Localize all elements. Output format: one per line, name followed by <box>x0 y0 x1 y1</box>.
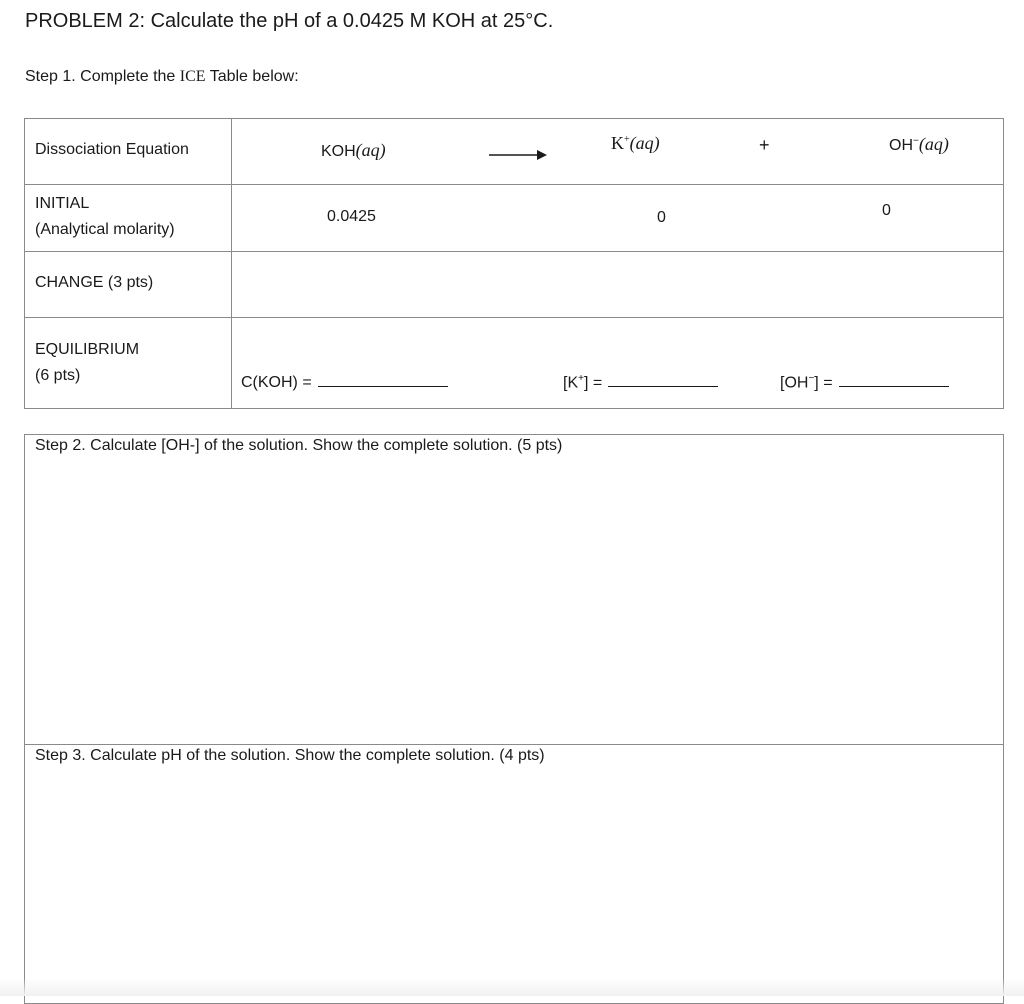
step1-prefix: Step 1. Complete the <box>25 68 180 85</box>
ice-table <box>24 118 1004 409</box>
k-label-charge: + <box>578 373 584 384</box>
equilibrium-label-line1: EQUILIBRIUM <box>35 341 140 358</box>
step1-suffix: Table below: <box>205 68 299 85</box>
initial-koh-value: 0.0425 <box>327 208 376 225</box>
initial-k-value: 0 <box>657 209 666 226</box>
reactant-koh <box>321 140 386 161</box>
reaction-arrow-icon <box>489 149 549 161</box>
product1-charge: + <box>624 134 630 145</box>
change-label: CHANGE (3 pts) <box>35 274 154 291</box>
step2-answer-box[interactable] <box>24 434 1004 745</box>
step3-label: Step 3. Calculate pH of the solution. Show the complete solution. (4 pts) <box>35 747 545 764</box>
reactant-formula: KOH <box>321 143 356 160</box>
initial-label-line2: (Analytical molarity) <box>35 221 175 238</box>
equilibrium-k <box>563 373 718 392</box>
equilibrium-oh <box>780 373 949 392</box>
oh-label-open: [OH <box>780 374 809 392</box>
step3-answer-box[interactable] <box>24 744 1004 1004</box>
product-k-ion <box>611 133 660 154</box>
problem-title: PROBLEM 2: Calculate the pH of a 0.0425 M KOH at 25°C. <box>25 10 554 32</box>
product2-phase: (aq) <box>918 134 949 154</box>
reactant-phase: (aq) <box>355 140 386 160</box>
ice-divider <box>25 317 1003 318</box>
plus-sign: + <box>759 135 770 155</box>
ckoh-answer-blank[interactable] <box>318 374 448 387</box>
k-answer-blank[interactable] <box>608 374 718 387</box>
product2-formula: OH <box>889 137 913 154</box>
initial-label-line1: INITIAL <box>35 195 90 212</box>
ckoh-label: C(KOH) = <box>241 374 312 391</box>
product1-formula: K <box>611 133 624 153</box>
equilibrium-label <box>35 337 139 389</box>
page-bottom-shadow <box>0 978 1024 996</box>
ice-divider <box>25 184 1003 185</box>
product-oh-ion <box>889 134 949 155</box>
ice-divider <box>25 251 1003 252</box>
oh-label-close: ] = <box>814 374 833 392</box>
ice-divider <box>231 119 232 408</box>
k-label-close: ] = <box>583 374 603 392</box>
initial-oh-value: 0 <box>882 202 891 219</box>
product2-charge: − <box>913 135 919 147</box>
k-label-open: [K <box>563 374 579 392</box>
step1-ice: ICE <box>179 68 206 85</box>
step1-instruction <box>25 68 299 86</box>
oh-answer-blank[interactable] <box>839 374 949 387</box>
equilibrium-label-line2: (6 pts) <box>35 367 81 384</box>
step2-label: Step 2. Calculate [OH-] of the solution. Show the complete solution. (5 pts) <box>35 437 563 454</box>
dissociation-equation-label: Dissociation Equation <box>35 141 189 158</box>
initial-label <box>35 191 175 243</box>
product1-phase: (aq) <box>629 133 660 153</box>
oh-label-charge: − <box>808 373 815 384</box>
equilibrium-ckoh <box>241 374 448 392</box>
